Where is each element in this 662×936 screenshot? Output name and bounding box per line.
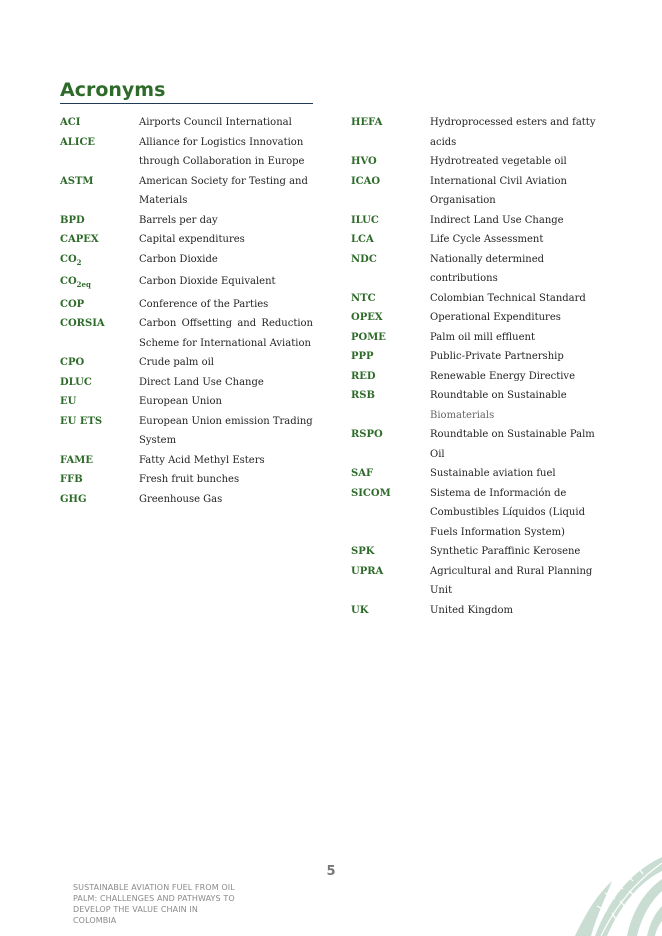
acronym-entry xyxy=(351,152,611,172)
acronym-abbreviation: EU xyxy=(60,396,77,407)
acronym-abbreviation: LCA xyxy=(351,234,374,245)
acronym-definition: Alliance for Logistics Innovation through Collaboration in Europe xyxy=(139,136,305,167)
acronym-entry xyxy=(60,113,313,133)
acronym-abbreviation: ALICE xyxy=(60,136,96,148)
page-number: 5 xyxy=(326,864,336,879)
acronym-abbreviation: SPK xyxy=(351,546,375,557)
acronym-entry xyxy=(351,328,611,348)
acronym-definition: Crude palm oil xyxy=(139,357,215,368)
acronym-definition: Colombian Technical Standard xyxy=(430,292,586,304)
acronym-definition: Roundtable on Sustainable Palm Oil xyxy=(430,429,595,460)
acronym-abbreviation: COP xyxy=(60,298,85,310)
acronym-definition: Fatty Acid Methyl Esters xyxy=(139,454,265,466)
acronym-entry xyxy=(60,392,313,412)
acronym-abbreviation: SICOM xyxy=(351,487,391,499)
acronym-abbreviation: DLUC xyxy=(60,376,92,388)
acronym-entry xyxy=(60,230,313,250)
acronym-entry xyxy=(60,314,313,353)
acronym-abbreviation: $CO_2$ xyxy=(60,253,82,267)
acronym-definition: Barrels per day xyxy=(139,214,218,226)
acronym-entry xyxy=(60,272,313,295)
acronym-abbreviation: NTC xyxy=(351,292,376,304)
acronym-definition: Hydrotreated vegetable oil xyxy=(430,156,567,167)
acronym-entry xyxy=(60,470,313,490)
acronym-entry xyxy=(351,542,611,562)
acronym-entry xyxy=(60,133,313,172)
acronym-entry xyxy=(60,172,313,211)
acronym-entry xyxy=(351,172,611,211)
acronym-abbreviation: PPP xyxy=(351,351,374,362)
acronym-definition: Nationally determined contributions xyxy=(430,253,545,284)
acronym-abbreviation: SAF xyxy=(351,468,374,479)
acronym-definition: Agricultural and Rural Planning Unit xyxy=(430,565,593,596)
acronym-entry xyxy=(351,211,611,231)
acronym-definition: Fresh fruit bunches xyxy=(139,474,240,485)
acronym-entry xyxy=(351,367,611,387)
acronym-entry xyxy=(60,373,313,393)
acronym-definition: Carbon Dioxide Equivalent xyxy=(139,276,276,287)
acronym-abbreviation: CAPEX xyxy=(60,234,99,245)
acronym-definition: Direct Land Use Change xyxy=(139,376,264,388)
acronym-abbreviation: FAME xyxy=(60,454,93,466)
acronym-definition: International Civil Aviation Organisation xyxy=(430,175,567,206)
acronym-entry xyxy=(351,113,611,152)
acronym-abbreviation: UK xyxy=(351,604,369,616)
acronym-entry xyxy=(351,386,611,425)
acronym-entry xyxy=(60,451,313,471)
acronym-abbreviation: ACI xyxy=(60,117,81,128)
acronym-definition: Operational Expenditures xyxy=(430,312,561,323)
acronym-definition: Carbon Dioxide xyxy=(139,253,218,265)
acronym-definition: Conference of the Parties xyxy=(139,298,269,310)
acronym-abbreviation: EU ETS xyxy=(60,415,103,427)
acronym-definition: Indirect Land Use Change xyxy=(430,214,564,226)
acronym-abbreviation: ASTM xyxy=(60,175,94,187)
acronym-abbreviation: CORSIA xyxy=(60,318,105,329)
acronym-entry xyxy=(351,250,611,289)
acronym-abbreviation: HEFA xyxy=(351,117,383,128)
acronym-definition: Carbon Offsetting and Reduction Scheme for International Aviation xyxy=(139,318,313,349)
acronym-definition: Sistema de Información de Combustibles Líquidos (Liquid Fuels Information System) xyxy=(430,487,585,538)
acronym-entry xyxy=(351,601,611,621)
acronym-definition: Roundtable on Sustainable Biomaterials xyxy=(430,390,567,421)
acronym-abbreviation: OPEX xyxy=(351,312,383,323)
acronym-abbreviation: FFB xyxy=(60,474,83,485)
acronym-list-left xyxy=(60,113,313,509)
acronym-definition: Greenhouse Gas xyxy=(139,493,223,505)
acronym-entry xyxy=(351,464,611,484)
acronym-abbreviation: RED xyxy=(351,370,376,382)
palm-leaf-icon xyxy=(567,851,662,936)
acronym-entry xyxy=(351,347,611,367)
acronym-definition: Palm oil mill effluent xyxy=(430,331,535,343)
title-underline xyxy=(60,103,313,104)
acronym-abbreviation: $CO_{2eq}$ xyxy=(60,276,91,289)
acronym-abbreviation: ICAO xyxy=(351,175,381,187)
acronym-abbreviation: NDC xyxy=(351,253,377,265)
acronym-definition: European Union emission Trading System xyxy=(139,415,313,446)
acronym-entry xyxy=(60,412,313,451)
acronym-definition: Sustainable aviation fuel xyxy=(430,468,556,479)
acronym-definition: Life Cycle Assessment xyxy=(430,234,544,245)
page-title: Acronyms xyxy=(60,79,166,101)
acronym-entry xyxy=(351,230,611,250)
acronym-abbreviation: GHG xyxy=(60,493,87,505)
acronym-abbreviation: BPD xyxy=(60,214,85,226)
acronym-abbreviation: CPO xyxy=(60,357,85,368)
acronym-definition: Synthetic Paraffinic Kerosene xyxy=(430,546,581,557)
acronym-entry xyxy=(351,484,611,543)
acronym-definition: American Society for Testing and Materials xyxy=(139,175,308,206)
acronym-list-right xyxy=(351,113,611,620)
acronym-entry xyxy=(351,562,611,601)
acronym-definition: Renewable Energy Directive xyxy=(430,370,575,382)
acronym-entry xyxy=(351,308,611,328)
acronym-entry xyxy=(60,211,313,231)
acronym-definition: Capital expenditures xyxy=(139,234,245,245)
acronym-abbreviation: RSB xyxy=(351,390,375,401)
acronym-abbreviation: HVO xyxy=(351,156,377,167)
acronym-entry xyxy=(60,353,313,373)
acronym-definition: Public-Private Partnership xyxy=(430,351,564,362)
footer-title: SUSTAINABLE AVIATION FUEL FROM OIL PALM: CHALLENGES AND PATHWAYS TO DEVELOP THE VALUE CHAIN IN COLOMBIA xyxy=(73,883,235,925)
acronym-definition: European Union xyxy=(139,396,222,407)
acronym-definition: Hydroprocessed esters and fatty acids xyxy=(430,117,596,148)
acronym-abbreviation: POME xyxy=(351,331,386,343)
acronym-entry xyxy=(351,425,611,464)
acronym-abbreviation: ILUC xyxy=(351,214,379,226)
acronym-definition: Airports Council International xyxy=(139,117,292,128)
acronym-abbreviation: RSPO xyxy=(351,429,383,440)
acronym-entry xyxy=(351,289,611,309)
acronym-entry xyxy=(60,490,313,510)
acronym-definition: United Kingdom xyxy=(430,604,513,616)
acronym-entry xyxy=(60,295,313,315)
acronym-abbreviation: UPRA xyxy=(351,565,384,577)
acronym-entry xyxy=(60,250,313,273)
